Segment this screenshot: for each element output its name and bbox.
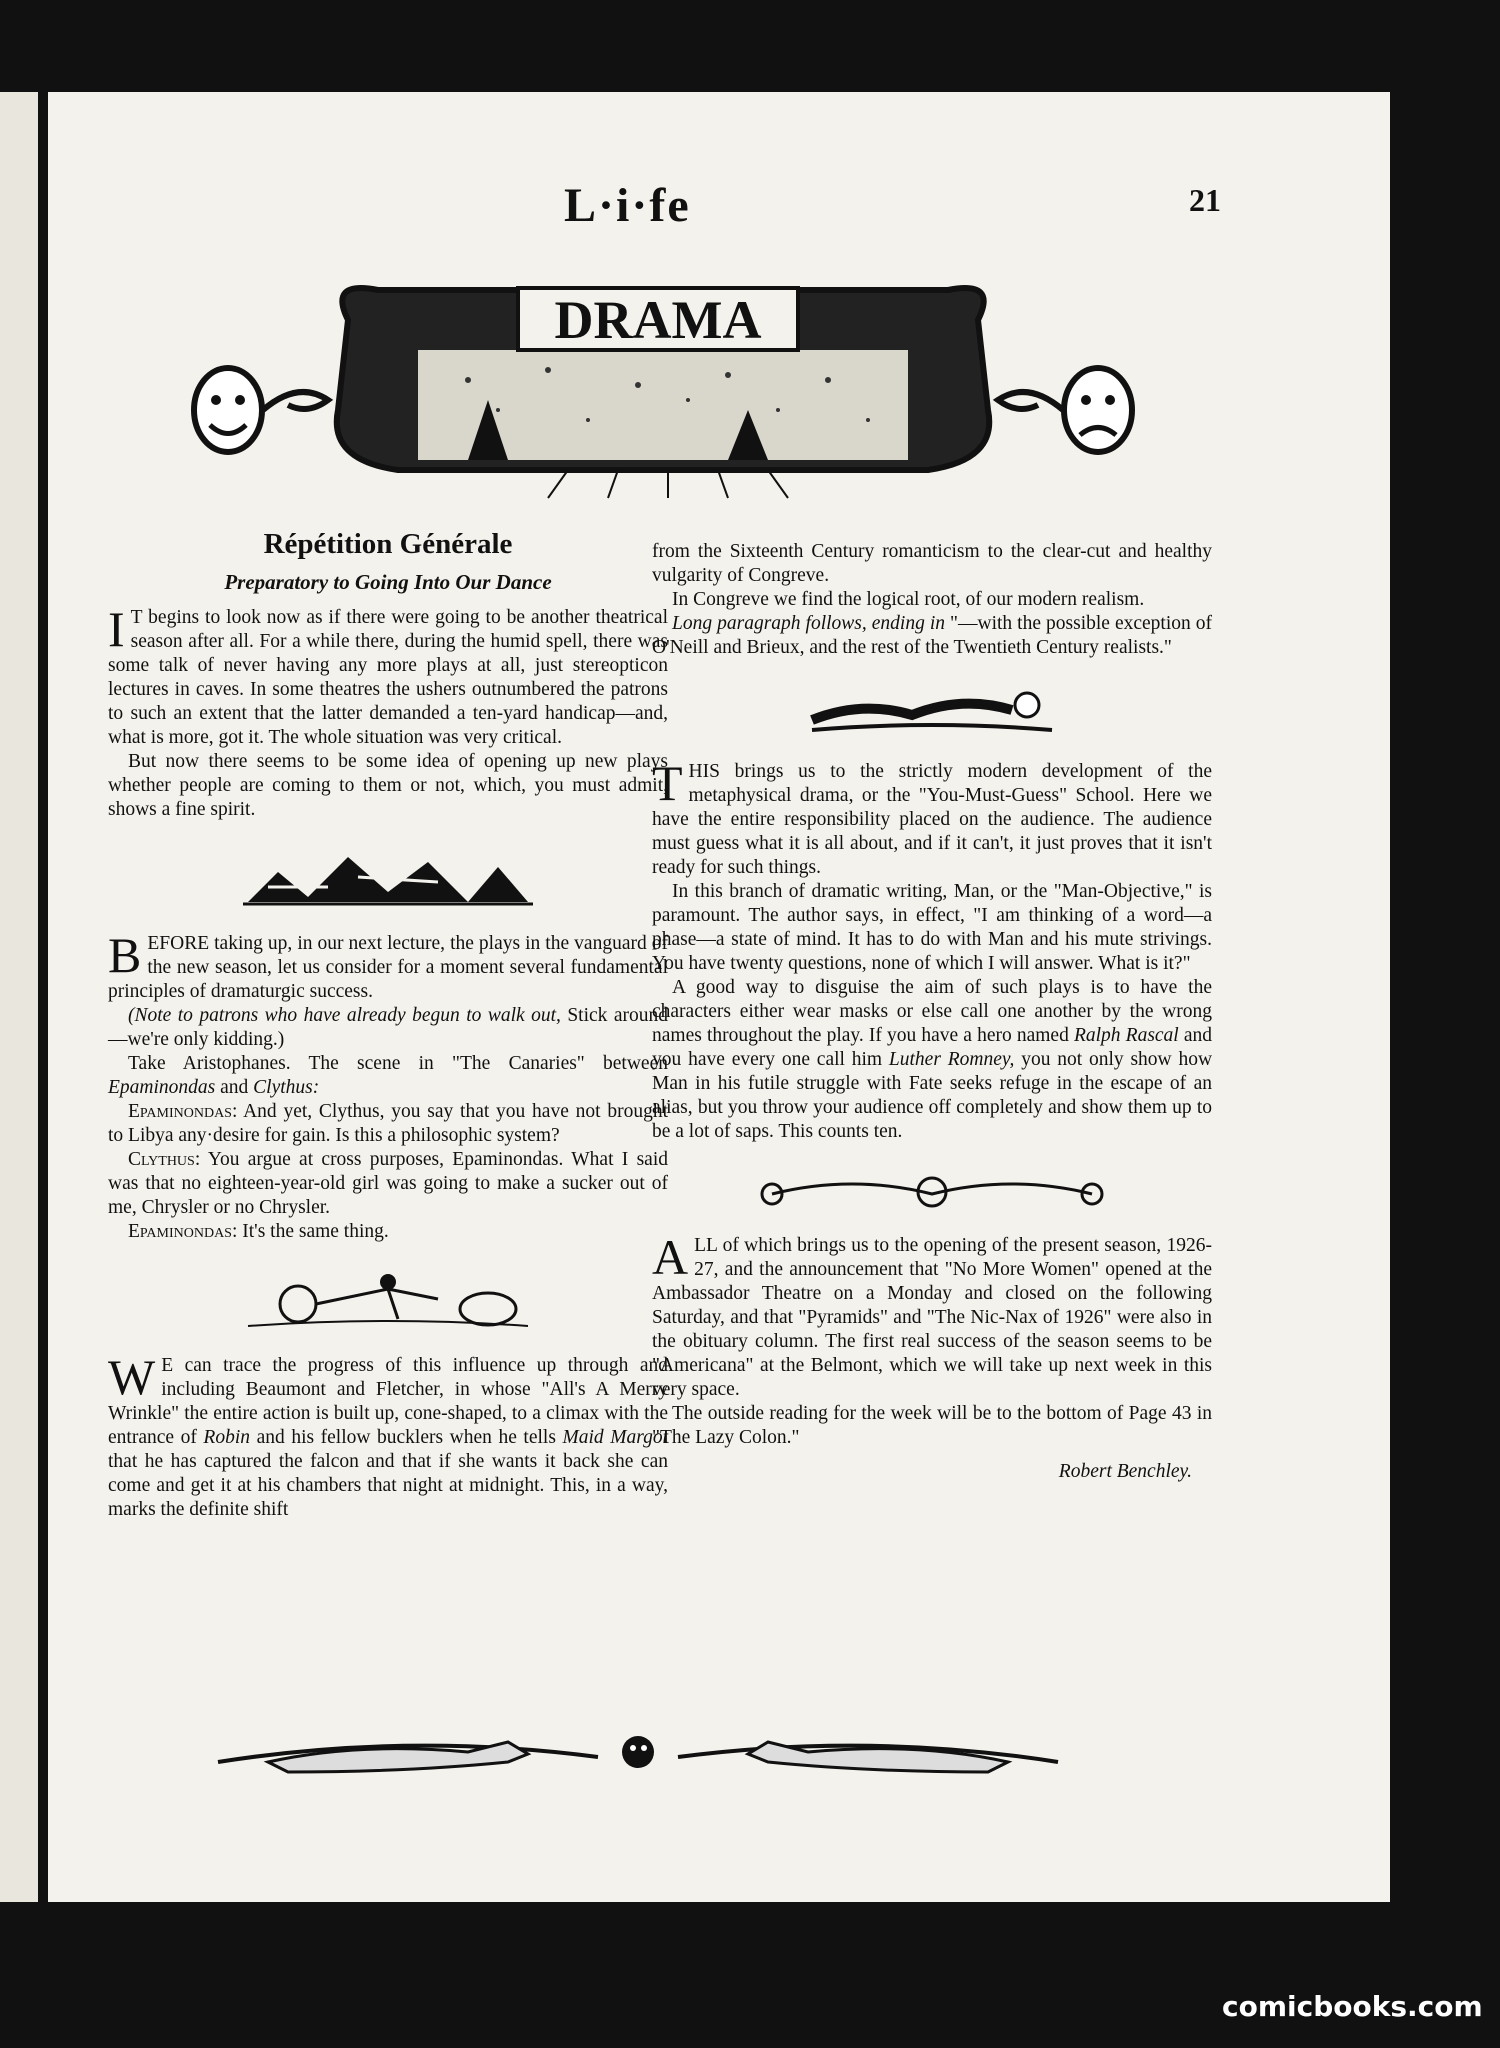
- paragraph: In this branch of dramatic writing, Man, or the "Man-Objective," is paramount. The author says, in effect, "I am thinking of a word—a phase—a state of mind. It has to do with Man and his mute strivings. You have twenty questions, none of which I will answer. What is it?": [652, 881, 1212, 974]
- paragraph: I T begins to look now as if there were going to be another theatrical season after all. For a while there, during the humid spell, there was some talk of never having any more plays at all, just stereopticon lectures in caves. In some theatres the ushers outnumbered the patrons to such an extent that the latter demanded a ten-yard handicap—and, what is more, got it. The whole situation was very critical.: [108, 601, 668, 748]
- magazine-page: [48, 92, 1390, 1902]
- drop-cap: A: [652, 1229, 689, 1285]
- paragraph: But now there seems to be some idea of opening up new plays whether people are coming to them or not, which, you must admit, shows a fine spirit.: [108, 751, 668, 820]
- swimmers-ornament-icon: [802, 680, 1062, 740]
- paragraph: Long paragraph follows, ending in "—with the possible exception of O'Neill and Brieux, and the rest of the Twentieth Century realists.": [652, 613, 1212, 658]
- author-signature: Robert Benchley.: [1058, 1461, 1192, 1482]
- swordfight-ornament-icon: [238, 842, 538, 912]
- comedy-mask-icon: [194, 368, 328, 452]
- tragedy-mask-icon: [998, 368, 1132, 452]
- article-title: Répétition Générale: [263, 528, 513, 560]
- paragraph: Take Aristophanes. The scene in "The Canaries" between Epaminondas and Clythus:: [108, 1053, 668, 1098]
- drop-cap: W: [108, 1349, 156, 1405]
- paragraph: W E can trace the progress of this influence up through and including Beaumont and Fletcher, in whose "All's A Merry Wrinkle" the entire action is built up, cone-shaped, to a climax with the entrance of Robin and his fellow bucklers when he tells Maid Margot that he has captured the falcon and that if she wants it back she can come and get it at his chambers that night at midnight. This, in a way, marks the definite shift: [108, 1349, 669, 1520]
- fencers-ornament-icon: [238, 1264, 538, 1334]
- paragraph: ALL of which brings us to the opening of the present season, 1926-27, and the announcement that "No More Women" opened at the Ambassador Theatre on a Monday and closed on the following Saturday, and that "Pyramids" and "The Nic-Nax of 1926" were also in the obituary column. The first real success of the season seems to be "Americana" at the Belmont, which we will take up next week in this very space.: [652, 1229, 1212, 1400]
- drop-cap: T: [652, 755, 683, 811]
- paragraph: THIS brings us to the strictly modern development of the metaphysical drama, or the "You-Must-Guess" School. Here we have the entire responsibility placed on the audience. The audience must guess what it is all about, and if it can't, it just proves that it isn't ready for such things.: [652, 755, 1212, 878]
- banner-title: DRAMA: [554, 290, 762, 350]
- drop-cap: I: [108, 601, 125, 657]
- adjacent-page-edge: [0, 92, 38, 1902]
- article-right-column: [652, 540, 1212, 1484]
- dialogue-line: Clythus: You argue at cross purposes, Epaminondas. What I said was that no eighteen-year-old girl was going to make a sucker out of me, Chrysler or no Chrysler.: [108, 1149, 669, 1218]
- dialogue-line: Epaminondas: And yet, Clythus, you say that you have not brought to Libya any·desire for gain. Is this a philosophic system?: [108, 1101, 668, 1146]
- watermark: comicbooks.com: [1222, 1990, 1483, 2023]
- drop-cap: B: [108, 927, 142, 983]
- article-left-column: [108, 528, 669, 1522]
- article-subtitle: Preparatory to Going Into Our Dance: [224, 570, 552, 594]
- paragraph: In Congreve we find the logical root, of our modern realism.: [672, 589, 1145, 610]
- paragraph: from the Sixteenth Century romanticism to the clear-cut and healthy vulgarity of Congreve.: [652, 541, 1212, 586]
- life-logo: L·i·fe: [564, 179, 691, 232]
- cats-footer-ornament-icon: [208, 1712, 1068, 1792]
- dialogue-line: Epaminondas: It's the same thing.: [128, 1221, 389, 1242]
- paragraph: BEFORE taking up, in our next lecture, the plays in the vanguard of the new season, let us consider for a moment several fundamental principles of dramaturgic success.: [108, 927, 668, 1002]
- paragraph: The outside reading for the week will be to the bottom of Page 43 in "The Lazy Colon.": [652, 1403, 1212, 1448]
- paragraph: (Note to patrons who have already begun to walk out, Stick around—we're only kidding.): [108, 1005, 668, 1050]
- page-number: 21: [1189, 182, 1221, 218]
- masks-ribbon-ornament-icon: [752, 1164, 1112, 1214]
- paragraph: A good way to disguise the aim of such plays is to have the characters either wear masks or else call one another by the wrong names throughout the play. If you have a hero named Ralph Rascal and you have every one call him Luther Romney, you not only show how Man in his futile struggle with Fate seeks refuge in the escape of an alias, but you throw your audience off completely and show them up to be a lot of saps. This counts ten.: [652, 977, 1213, 1142]
- drama-banner-illustration: [168, 260, 1158, 500]
